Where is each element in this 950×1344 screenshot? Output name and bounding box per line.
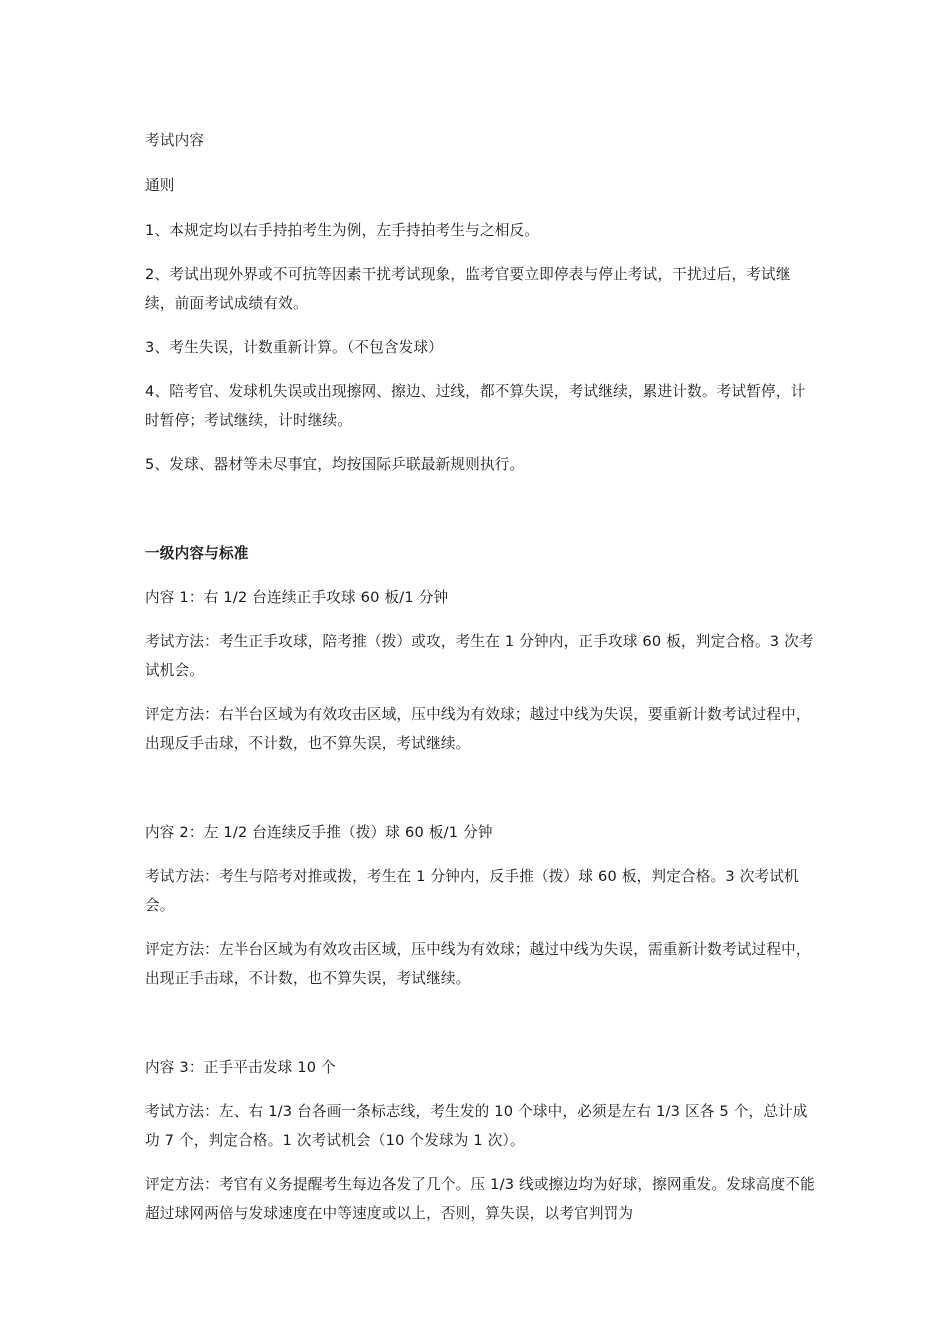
content-3-evaluation: 评定方法：考官有义务提醒考生每边各发了几个。压 1/3 线或擦边均为好球，擦网重发。发球高度不能超过球网两倍与发球速度在中等速度或以上，否则，算失误，以考官判罚为 [145, 1176, 815, 1222]
content-2-title: 内容 2：左 1/2 台连续反手推（拨）球 60 板/1 分钟 [145, 824, 493, 841]
general-rule-4: 4、陪考官、发球机失误或出现擦网、擦边、过线，都不算失误，考试继续，累进计数。考试暂停，计时暂停；考试继续，计时继续。 [145, 383, 806, 429]
content-1-title: 内容 1：右 1/2 台连续正手攻球 60 板/1 分钟 [145, 589, 449, 606]
general-title: 通则 [145, 177, 175, 194]
general-rule-2: 2、考试出现外界或不可抗等因素干扰考试现象，监考官要立即停表与停止考试，干扰过后，考试继续，前面考试成绩有效。 [145, 266, 791, 312]
level1-title: 一级内容与标准 [145, 545, 249, 562]
content-1-evaluation: 评定方法：右半台区域为有效攻击区域，压中线为有效球；越过中线为失误，要重新计数考试过程中，出现反手击球，不计数，也不算失误，考试继续。 [145, 706, 811, 752]
content-2-evaluation: 评定方法：左半台区域为有效攻击区域，压中线为有效球；越过中线为失误，需重新计数考试过程中，出现正手击球，不计数，也不算失误，考试继续。 [145, 941, 811, 987]
doc-heading: 考试内容 [145, 132, 205, 149]
content-1-method: 考试方法：考生正手攻球，陪考推（拨）或攻，考生在 1 分钟内，正手攻球 60 板，判定合格。3 次考试机会。 [145, 633, 814, 679]
general-rule-3: 3、考生失误，计数重新计算。（不包含发球） [145, 339, 444, 356]
general-rule-1: 1、本规定均以右手持拍考生为例，左手持拍考生与之相反。 [145, 222, 540, 239]
content-2-method: 考试方法：考生与陪考对推或拨，考生在 1 分钟内，反手推（拨）球 60 板，判定合格。3 次考试机会。 [145, 868, 799, 914]
content-3-title: 内容 3：正手平击发球 10 个 [145, 1059, 336, 1076]
general-rule-5: 5、发球、器材等未尽事宜，均按国际乒联最新规则执行。 [145, 456, 525, 473]
document-page [145, 126, 817, 1228]
content-3-method: 考试方法：左、右 1/3 台各画一条标志线，考生发的 10 个球中，必须是左右 1/3 区各 5 个，总计成功 7 个，判定合格。1 次考试机会（10 个发球为 1 次）。 [145, 1103, 808, 1149]
